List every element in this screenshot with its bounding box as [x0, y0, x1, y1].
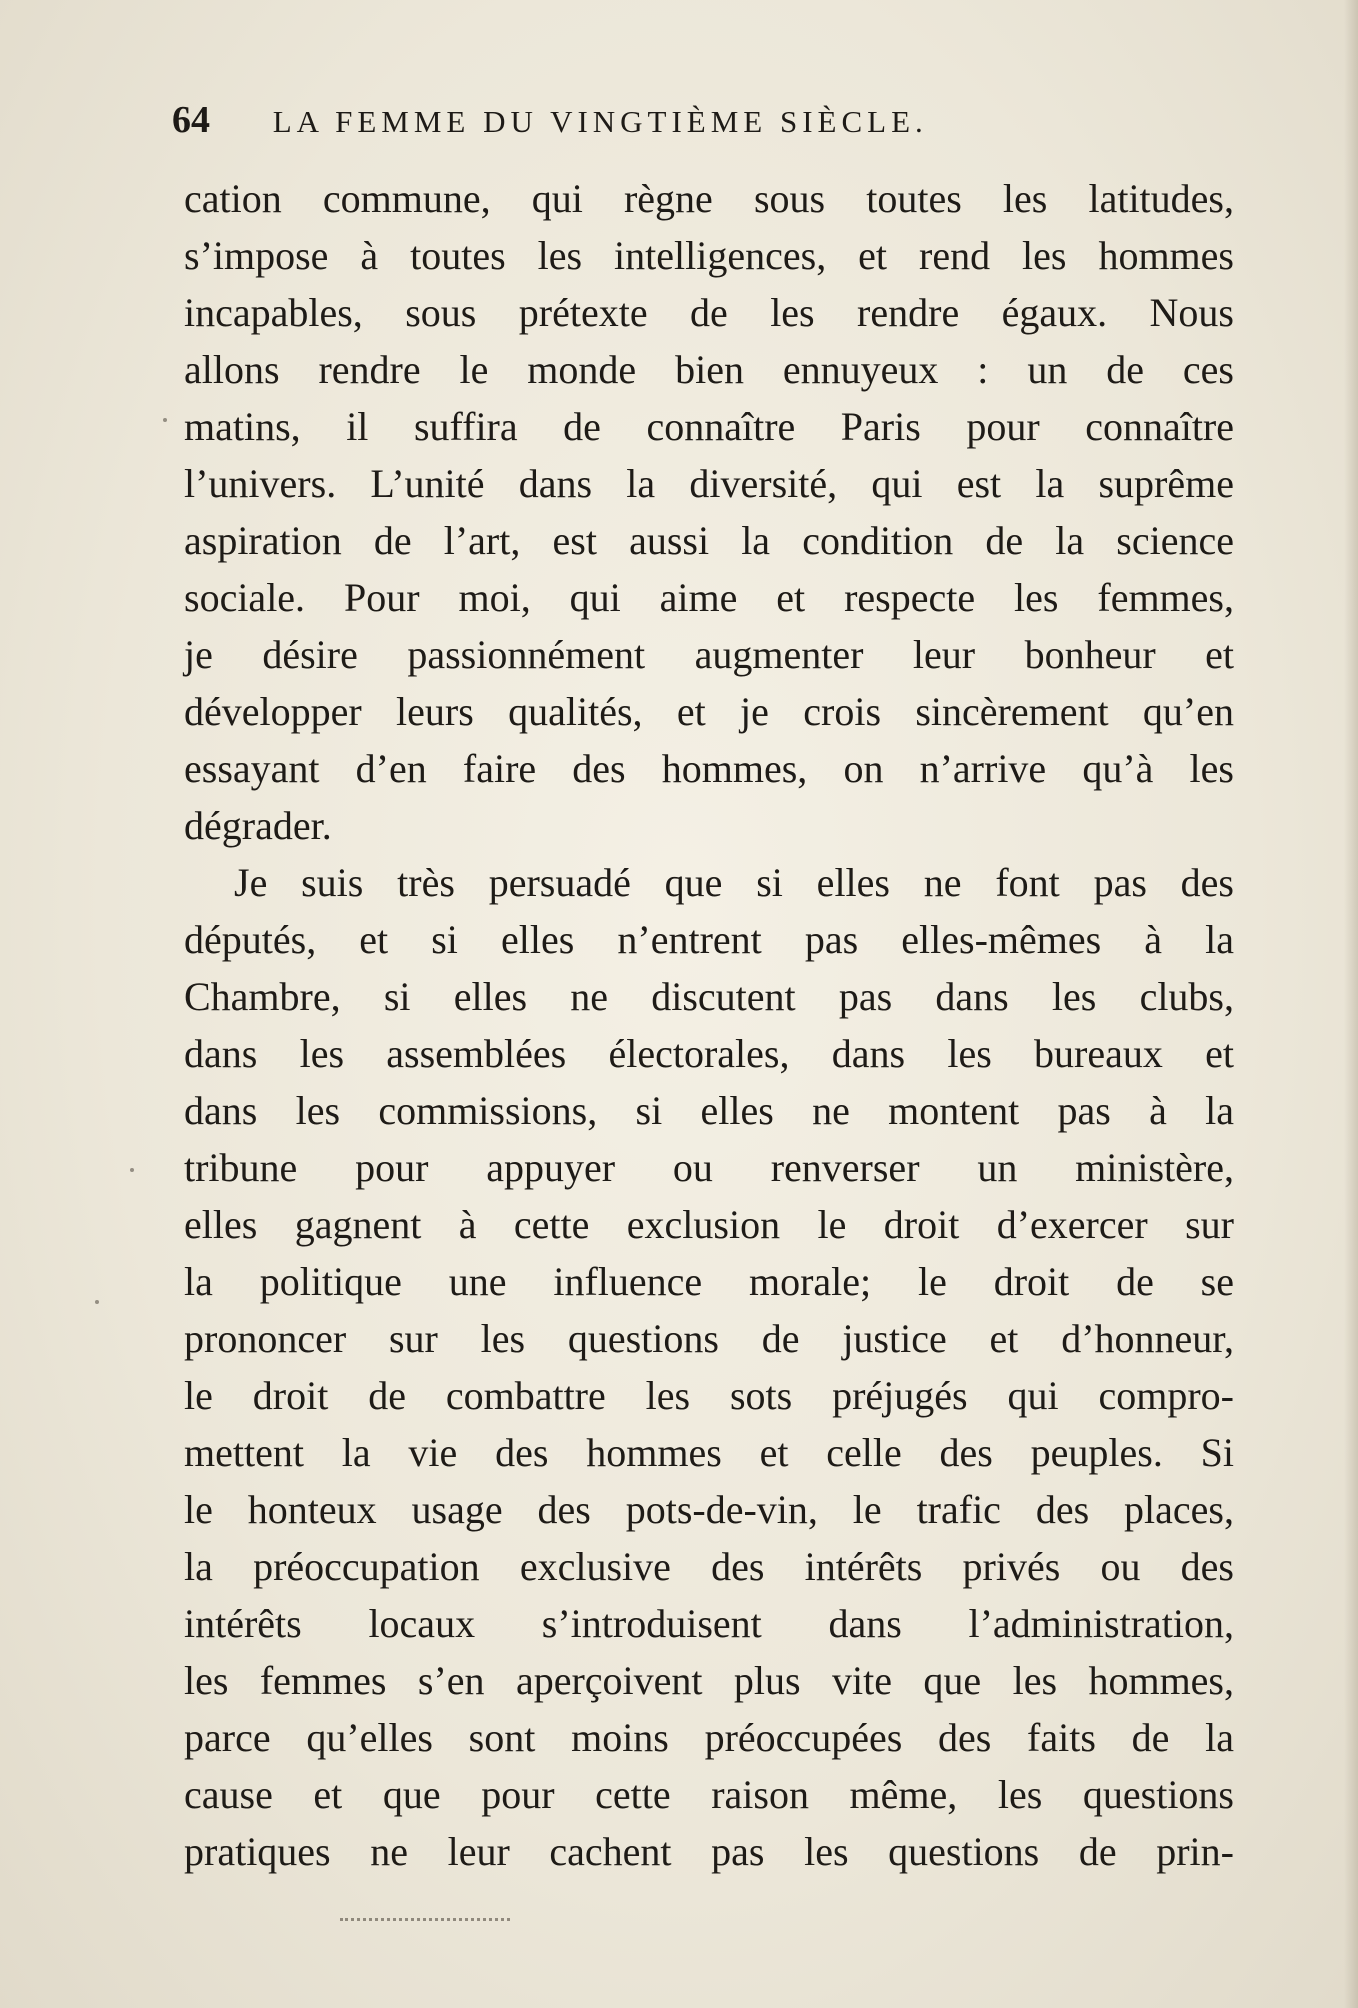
text-line: aspiration de l’art, est aussi la condition de la science: [184, 518, 1234, 563]
text-line: développer leurs qualités, et je crois sincèrement qu’en: [184, 689, 1234, 734]
text-line: le honteux usage des pots-de-vin, le trafic des places,: [184, 1487, 1234, 1532]
paper-speck: [130, 1168, 134, 1172]
page-number: 64: [172, 99, 210, 141]
running-head: LA FEMME DU VINGTIÈME SIÈCLE.: [272, 104, 928, 139]
text-line: essayant d’en faire des hommes, on n’arrive qu’à les: [184, 746, 1234, 791]
text-line: tribune pour appuyer ou renverser un ministère,: [184, 1145, 1234, 1190]
text-line: matins, il suffira de connaître Paris pour connaître: [184, 404, 1234, 449]
text-line: dans les commissions, si elles ne montent pas à la: [184, 1088, 1234, 1133]
text-line: incapables, sous prétexte de les rendre égaux. Nous: [184, 290, 1234, 335]
text-line: mettent la vie des hommes et celle des peuples. Si: [184, 1430, 1234, 1475]
text-line: intérêts locaux s’introduisent dans l’administration,: [184, 1601, 1234, 1646]
text-line: l’univers. L’unité dans la diversité, qui est la suprême: [184, 461, 1234, 506]
text-line: je désire passionnément augmenter leur bonheur et: [184, 632, 1234, 677]
text-line: Chambre, si elles ne discutent pas dans les clubs,: [184, 974, 1234, 1019]
text-line: la politique une influence morale; le droit de se: [184, 1259, 1234, 1304]
text-line: cation commune, qui règne sous toutes les latitudes,: [184, 176, 1234, 221]
paper-speck: [163, 418, 167, 422]
text-line: prononcer sur les questions de justice et d’honneur,: [184, 1316, 1234, 1361]
text-line: la préoccupation exclusive des intérêts privés ou des: [184, 1544, 1234, 1589]
text-line: pratiques ne leur cachent pas les questions de prin-: [184, 1829, 1234, 1874]
paragraph-start-line: Je suis très persuadé que si elles ne font pas des: [234, 860, 1234, 905]
text-line: le droit de combattre les sots préjugés qui compro-: [184, 1373, 1234, 1418]
page-header: [172, 98, 1172, 148]
text-line: sociale. Pour moi, qui aime et respecte les femmes,: [184, 575, 1234, 620]
text-line: elles gagnent à cette exclusion le droit d’exercer sur: [184, 1202, 1234, 1247]
paragraph-end-line: dégrader.: [184, 803, 332, 848]
text-line: députés, et si elles n’entrent pas elles-mêmes à la: [184, 917, 1234, 962]
text-line: cause et que pour cette raison même, les questions: [184, 1772, 1234, 1817]
text-line: les femmes s’en aperçoivent plus vite que les hommes,: [184, 1658, 1234, 1703]
body-text: [184, 170, 1234, 1880]
page-edge-shadow: [1344, 0, 1358, 2008]
text-line: allons rendre le monde bien ennuyeux : un de ces: [184, 347, 1234, 392]
text-line: parce qu’elles sont moins préoccupées des faits de la: [184, 1715, 1234, 1760]
paper-speck: [95, 1300, 99, 1304]
text-line: s’impose à toutes les intelligences, et rend les hommes: [184, 233, 1234, 278]
text-line: dans les assemblées électorales, dans les bureaux et: [184, 1031, 1234, 1076]
footer-smudge: [340, 1918, 510, 1925]
